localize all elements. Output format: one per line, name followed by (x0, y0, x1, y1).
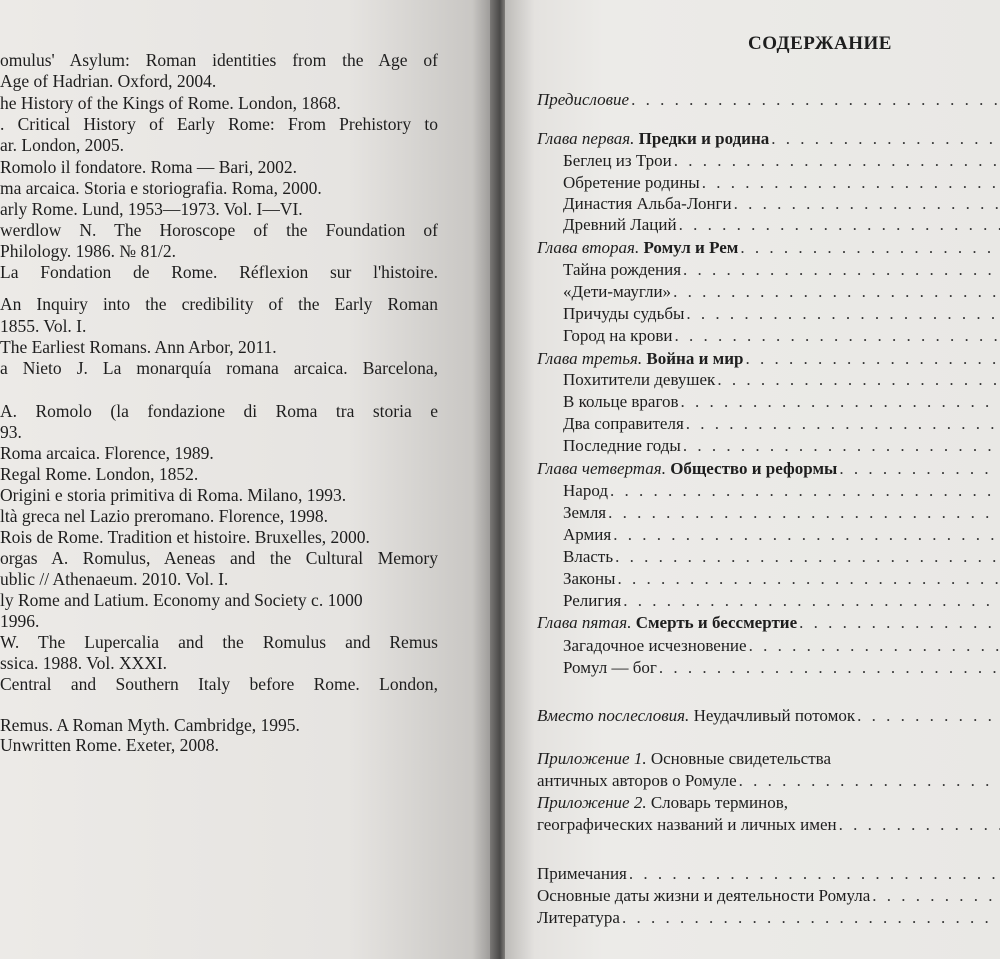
toc-entry-text: Армия (563, 525, 612, 544)
toc-entry (563, 436, 1000, 456)
toc-entry-italic-prefix: Глава первая. (537, 129, 639, 148)
toc-entry (537, 749, 1000, 769)
dot-leader (615, 547, 1000, 567)
toc-entry-text: Народ (563, 481, 608, 500)
dot-leader (674, 151, 1000, 171)
toc-entry (537, 349, 1000, 369)
toc-entry (537, 815, 1000, 835)
toc-entry (563, 326, 1000, 346)
dot-leader (686, 414, 1000, 434)
bibliography-line: Philology. 1986. № 81/2. (0, 241, 176, 261)
toc-entry-label (537, 459, 837, 479)
bibliography-line: La Fondation de Rome. Réflexion sur l'histoire. (0, 262, 438, 282)
bibliography-line: Remus. A Roman Myth. Cambridge, 1995. (0, 715, 300, 735)
toc-entry-label (537, 90, 629, 110)
toc-entry-text: «Дети-маугли» (563, 282, 672, 301)
dot-leader (679, 215, 1000, 235)
dot-leader (631, 90, 1000, 110)
dot-leader (629, 864, 1000, 884)
toc-entry-text: Власть (563, 547, 614, 566)
toc-entry (537, 459, 1000, 479)
bibliography-line: ar. London, 2005. (0, 135, 124, 155)
dot-leader (799, 613, 1000, 633)
toc-entry-chapter-title: Предки и родина (638, 129, 770, 148)
dot-leader (872, 886, 1000, 906)
toc-entry-text: Земля (563, 503, 607, 522)
toc-entry-text: Словарь терминов, (650, 793, 788, 812)
toc-entry-text: Законы (563, 569, 616, 588)
dot-leader (622, 908, 1000, 928)
toc-entry-text: В кольце врагов (563, 392, 679, 411)
toc-entry (537, 793, 1000, 813)
toc-entry-text: Два соправителя (563, 414, 684, 433)
toc-entry-text: Тайна рождения (563, 260, 682, 279)
toc-entry-label (563, 481, 608, 501)
toc-entry-label (563, 658, 657, 678)
toc-entry-text: Древний Лаций (563, 215, 677, 234)
toc-entry-label (563, 414, 684, 434)
toc-entry-text: Похитители девушек (563, 370, 716, 389)
bibliography-line: a Nieto J. La monarquía romana arcaica. Barcelona, (0, 358, 438, 378)
toc-entry-label (537, 129, 769, 149)
toc-entry (563, 282, 1000, 302)
toc-entry-label (563, 260, 681, 280)
toc-entry (563, 260, 1000, 280)
toc-entry (537, 771, 1000, 791)
toc-entry-label (537, 349, 743, 369)
dot-leader (623, 591, 1000, 611)
toc-entry (563, 569, 1000, 589)
bibliography-line: werdlow N. The Horoscope of the Foundation of (0, 220, 438, 240)
toc-entry-label (563, 436, 681, 456)
dot-leader (702, 173, 1000, 193)
toc-entry-label (563, 173, 700, 193)
dot-leader (659, 658, 1000, 678)
toc-entry-label (563, 591, 621, 611)
bibliography-line: arly Rome. Lund, 1953—1973. Vol. I—VI. (0, 199, 303, 219)
toc-entry-italic-prefix: Приложение 2. (537, 793, 651, 812)
toc-entry-text: Религия (563, 591, 622, 610)
toc-entry (563, 591, 1000, 611)
toc-entry-text: Основные свидетельства (650, 749, 832, 768)
dot-leader (839, 459, 1000, 479)
toc-entry-text: Примечания (537, 864, 627, 883)
toc-entry (563, 525, 1000, 545)
toc-entry-text: Причуды судьбы (563, 304, 685, 323)
bibliography-line: orgas A. Romulus, Aeneas and the Cultural Memory (0, 548, 438, 568)
toc-entry (563, 414, 1000, 434)
toc-entry-text: Литература (537, 908, 620, 927)
toc-entry (563, 392, 1000, 412)
toc-entry-text: Беглец из Трои (563, 151, 672, 170)
toc-entry-label (537, 793, 788, 813)
dot-leader (717, 370, 1000, 390)
toc-entry (537, 706, 1000, 726)
bibliography-line: ublic // Athenaeum. 2010. Vol. I. (0, 569, 229, 589)
dot-leader (686, 304, 1000, 324)
toc-entry-italic-prefix: Вместо послесловия. (537, 706, 694, 725)
bibliography-line: A. Romolo (la fondazione di Roma tra storia e (0, 401, 438, 421)
dot-leader (613, 525, 1000, 545)
toc-entry-label (537, 864, 627, 884)
dot-leader (749, 636, 1000, 656)
bibliography-line: Central and Southern Italy before Rome. London, (0, 674, 438, 694)
left-page-bibliography (0, 0, 497, 959)
bibliography-line: he History of the Kings of Rome. London, 1868. (0, 93, 341, 113)
toc-entry-label (563, 282, 671, 302)
toc-entry (563, 194, 1000, 214)
bibliography-line: Origini e storia primitiva di Roma. Milano, 1993. (0, 485, 347, 505)
toc-entry (563, 151, 1000, 171)
toc-entry-label (563, 151, 672, 171)
toc-entry (563, 481, 1000, 501)
bibliography-line: Regal Rome. London, 1852. (0, 464, 199, 484)
bibliography-line: Romolo il fondatore. Roma — Bari, 2002. (0, 157, 297, 177)
toc-entry-chapter-title: Смерть и бессмертие (635, 613, 798, 632)
bibliography-line: 1996. (0, 611, 40, 631)
toc-entry (537, 238, 1000, 258)
bibliography-line: An Inquiry into the credibility of the Early Roman (0, 294, 438, 314)
bibliography-line: ssica. 1988. Vol. XXXI. (0, 653, 168, 673)
bibliography-line: Roma arcaica. Florence, 1989. (0, 443, 214, 463)
dot-leader (740, 238, 1000, 258)
contents-title: СОДЕРЖАНИЕ (748, 33, 892, 54)
dot-leader (734, 194, 1000, 214)
toc-entry-text: Загадочное исчезновение (563, 636, 747, 655)
toc-entry-text: Обретение родины (563, 173, 700, 192)
toc-entry (537, 613, 1000, 633)
toc-entry (563, 370, 1000, 390)
bibliography-line: . Critical History of Early Rome: From Prehistory to (0, 114, 438, 134)
bibliography-line: Unwritten Rome. Exeter, 2008. (0, 735, 219, 755)
toc-entry-text: географических названий и личных имен (537, 815, 837, 834)
dot-leader (745, 349, 1000, 369)
dot-leader (739, 771, 1000, 791)
toc-entry-italic-prefix: Предисловие (537, 90, 630, 109)
bibliography-line: W. The Lupercalia and the Romulus and Remus (0, 632, 438, 652)
toc-entry-label (537, 886, 870, 906)
dot-leader (857, 706, 1000, 726)
toc-entry-label (537, 613, 797, 633)
dot-leader (681, 392, 1000, 412)
toc-entry-label (563, 326, 673, 346)
toc-entry-label (537, 771, 737, 791)
bibliography-line: Rois de Rome. Tradition et histoire. Bruxelles, 2000. (0, 527, 370, 547)
toc-entry-text: Династия Альба-Лонги (563, 194, 732, 213)
toc-entry (537, 864, 1000, 884)
toc-entry-text: Неудачливый потомок (693, 706, 856, 725)
toc-entry (563, 547, 1000, 567)
bibliography-line: ltà greca nel Lazio preromano. Florence, 1998. (0, 506, 328, 526)
toc-entry-chapter-title: Ромул и Рем (643, 238, 739, 257)
toc-entry (563, 636, 1000, 656)
toc-entry-italic-prefix: Глава пятая. (537, 613, 636, 632)
toc-entry-label (537, 749, 831, 769)
dot-leader (839, 815, 1000, 835)
toc-entry-label (563, 636, 747, 656)
bibliography-line: 1855. Vol. I. (0, 316, 87, 336)
toc-entry (563, 503, 1000, 523)
toc-entry (563, 173, 1000, 193)
bibliography-line: ma arcaica. Storia e storiografia. Roma, 2000. (0, 178, 322, 198)
toc-entry-label (563, 215, 677, 235)
toc-entry-text: Основные даты жизни и деятельности Ромула (537, 886, 871, 905)
dot-leader (683, 436, 1000, 456)
toc-entry-chapter-title: Общество и реформы (670, 459, 838, 478)
toc-entry-label (537, 815, 837, 835)
toc-entry-italic-prefix: Глава вторая. (537, 238, 644, 257)
toc-entry (563, 658, 1000, 678)
toc-entry-italic-prefix: Глава четвертая. (537, 459, 671, 478)
toc-entry (563, 304, 1000, 324)
dot-leader (608, 503, 1000, 523)
toc-entry-label (537, 908, 620, 928)
toc-entry (537, 90, 1000, 110)
toc-entry-text: Город на крови (563, 326, 673, 345)
bibliography-line: omulus' Asylum: Roman identities from the Age of (0, 50, 438, 70)
bibliography-line: ly Rome and Latium. Economy and Society c. 1000 (0, 590, 363, 610)
bibliography-line: Age of Hadrian. Oxford, 2004. (0, 71, 217, 91)
toc-entry-label (563, 547, 613, 567)
toc-entry-label (563, 304, 684, 324)
toc-entry-label (563, 194, 732, 214)
bibliography-line: 93. (0, 422, 22, 442)
toc-entry-italic-prefix: Глава третья. (537, 349, 647, 368)
toc-entry-label (537, 238, 738, 258)
bibliography-line: The Earliest Romans. Ann Arbor, 2011. (0, 337, 277, 357)
toc-entry-label (537, 706, 855, 726)
toc-entry-text: античных авторов о Ромуле (537, 771, 737, 790)
toc-entry (537, 908, 1000, 928)
dot-leader (771, 129, 1000, 149)
toc-entry (537, 129, 1000, 149)
dot-leader (617, 569, 1000, 589)
dot-leader (610, 481, 1000, 501)
dot-leader (673, 282, 1000, 302)
dot-leader (675, 326, 1000, 346)
toc-entry-label (563, 525, 611, 545)
toc-entry-italic-prefix: Приложение 1. (537, 749, 651, 768)
toc-entry (537, 886, 1000, 906)
dot-leader (683, 260, 1000, 280)
toc-entry-label (563, 503, 606, 523)
toc-entry-text: Ромул — бог (563, 658, 657, 677)
toc-entry-chapter-title: Война и мир (646, 349, 744, 368)
toc-entry-label (563, 569, 615, 589)
toc-entry-label (563, 370, 715, 390)
right-page-contents (505, 0, 1000, 959)
toc-entry-text: Последние годы (563, 436, 681, 455)
toc-entry-label (563, 392, 679, 412)
toc-entry (563, 215, 1000, 235)
